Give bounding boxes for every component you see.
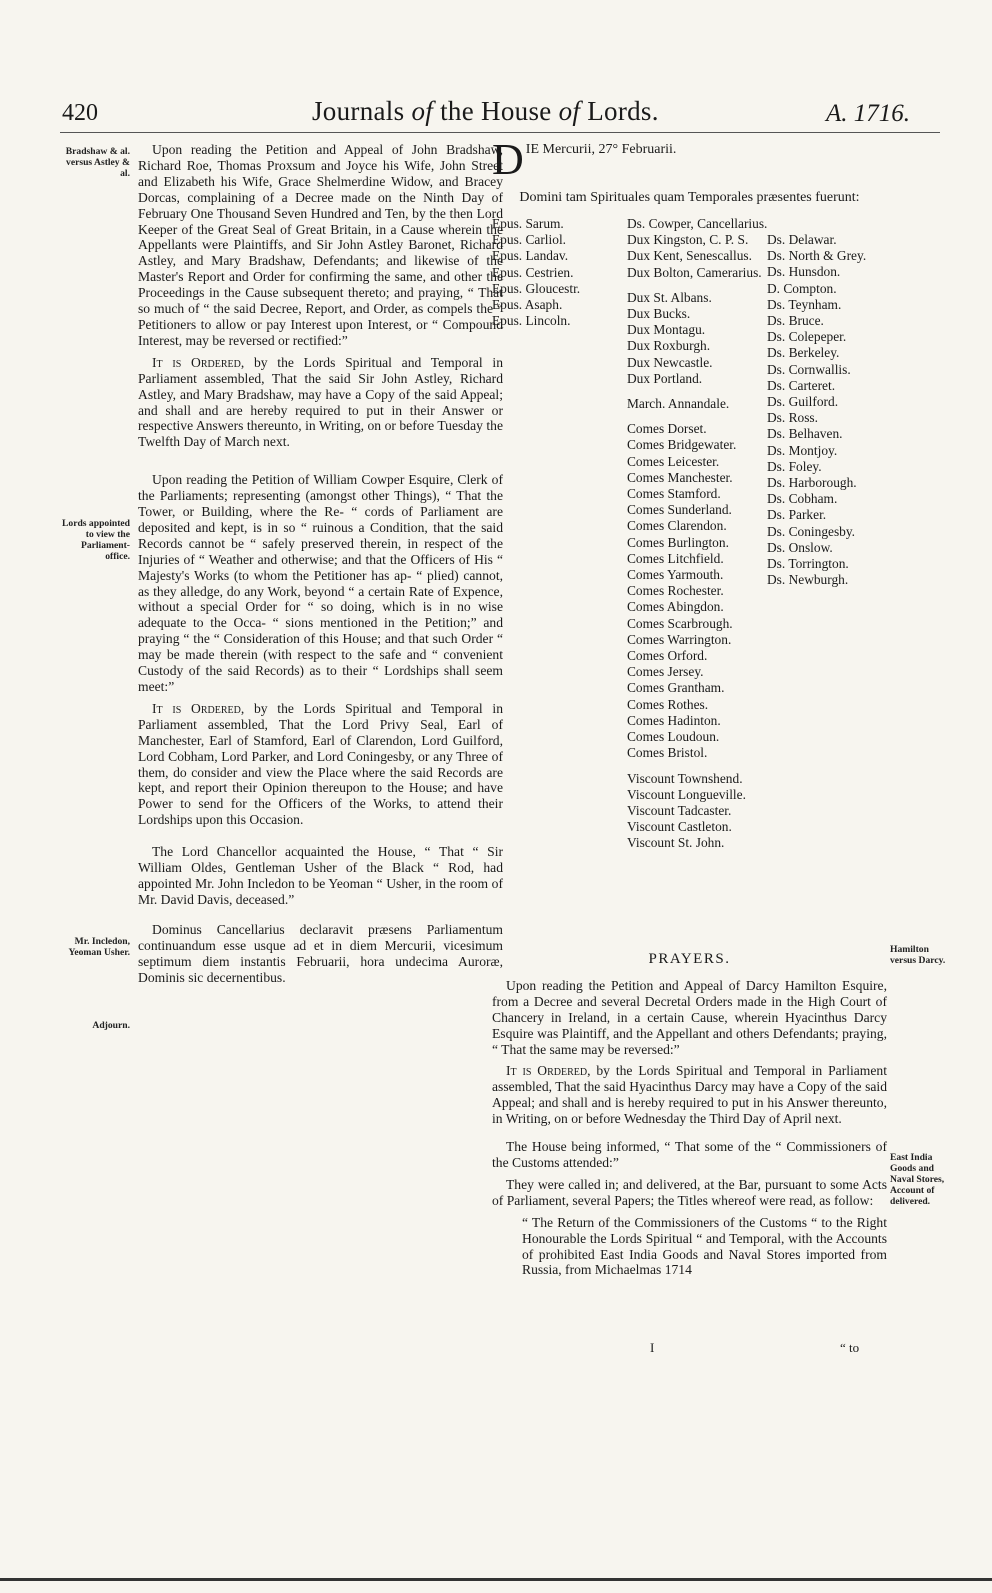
viscount-entry: Viscount Townshend. <box>627 770 743 786</box>
marquess-entry: March. Annandale. <box>627 396 730 412</box>
earl-entry: Comes Grantham. <box>627 680 725 696</box>
bishop-entry: Epus. Asaph. <box>492 297 563 313</box>
baron-entry: Ds. Torrington. <box>767 556 849 572</box>
title-part: of <box>558 96 581 126</box>
paragraph-yeoman-usher: The Lord Chancellor acquainted the House, “ That “ Sir William Oldes, Gentleman Usher of the Black “ Rod, had appointed Mr. John Incledon to be Yeoman “ Usher, in the room of Mr. David Davis, deceased.” <box>138 844 503 907</box>
duke-entry: Dux Newcastle. <box>627 354 713 370</box>
earl-entry: Comes Scarbrough. <box>627 615 733 631</box>
left-column <box>138 142 503 991</box>
header-rule <box>60 132 940 133</box>
baron-entry: Ds. Colepeper. <box>767 329 847 345</box>
earl-entry: Comes Loudoun. <box>627 729 720 745</box>
title-part: House <box>474 96 559 126</box>
right-column <box>492 135 887 1278</box>
title-part: the <box>440 96 474 126</box>
earl-entry: Comes Dorset. <box>627 421 707 437</box>
baron-entry: Ds. Parker. <box>767 507 827 523</box>
earl-entry: Comes Bridgewater. <box>627 437 737 453</box>
year-heading: A. 1716. <box>826 100 911 127</box>
viscount-entry: Viscount Castleton. <box>627 819 732 835</box>
bishop-entry: Epus. Gloucestr. <box>492 280 581 296</box>
baron-entry: Ds. Ross. <box>767 410 818 426</box>
paragraph-bradshaw-order <box>138 355 503 450</box>
baron-entry: Ds. Foley. <box>767 458 822 474</box>
officer-entry: Dux Bolton, Camerarius. <box>627 264 762 280</box>
duke-entry: Dux Portland. <box>627 370 703 386</box>
baron-entry: Ds. Belhaven. <box>767 426 843 442</box>
baron-entry: Ds. Guilford. <box>767 394 839 410</box>
viscount-entry: Viscount Longueville. <box>627 786 746 802</box>
page-bottom-edge <box>0 1578 992 1581</box>
ordered-label: It is Ordered, <box>506 1063 591 1079</box>
order-text: by the Lords Spiritual and Temporal in Parliament assembled, That the Lord Privy Seal, Earl of Manchester, Earl of Stamford, Earl of Clarendon, Lord Guilford, Lord Cobham, Lord Parker, and Lord Coningesby, or any Three of them, do consider and view the Place where the said Records are kept, and report their Opinion thereupon to the House; and have Power to send for the Officers of the Works, to attend their Lordships upon this Occasion. <box>138 700 504 828</box>
earl-entry: Comes Sunderland. <box>627 502 732 518</box>
margin-note-bradshaw: Bradshaw & al. versus Astley & al. <box>65 146 130 179</box>
margin-note-incledon: Mr. Incledon, Yeoman Usher. <box>68 936 130 958</box>
paragraph-adjournment: Dominus Cancellarius declaravit præsens Parliamentum continuandum esse usque ad et in diem Mercurii, vicesimum septimum diem instantis Februarii, hora undecima Auroræ, Dominis sic decernentibus. <box>138 921 503 985</box>
bishops-list <box>492 216 627 329</box>
officer-entry: Dux Kingston, C. P. S. <box>627 232 749 248</box>
paragraph-records-order <box>138 701 503 828</box>
earl-entry: Comes Abingdon. <box>627 599 724 615</box>
title-part: Lords. <box>580 96 659 126</box>
baron-entry: Ds. Harborough. <box>767 475 857 491</box>
earl-entry: Comes Orford. <box>627 648 708 664</box>
baron-entry: Ds. Hunsdon. <box>767 264 841 280</box>
running-title <box>312 96 659 127</box>
earl-entry: Comes Manchester. <box>627 469 733 485</box>
viscount-entry: Viscount Tadcaster. <box>627 802 732 818</box>
bishop-entry: Epus. Landav. <box>492 248 569 264</box>
duke-entry: Dux St. Albans. <box>627 289 712 305</box>
ordered-label: It is Ordered, <box>152 354 245 370</box>
sitting-date <box>492 135 887 184</box>
temporal-lords-list <box>627 216 767 852</box>
earl-entry: Comes Stamford. <box>627 486 721 502</box>
earl-entry: Comes Warrington. <box>627 631 732 647</box>
earl-entry: Comes Rothes. <box>627 696 709 712</box>
baron-entry: Ds. Carteret. <box>767 377 836 393</box>
order-text: by the Lords Spiritual and Temporal in Parliament assembled, That the said Sir John Astley, Richard Astley, and Mary Bradshaw, may have a Copy of the said Appeal; and shall and are hereby required to put in their Answer or respective Answers thereunto, in Writing, on or before Tuesday the Twelfth Day of March next. <box>138 354 504 450</box>
bishop-entry: Epus. Carliol. <box>492 232 567 248</box>
list-gap <box>627 281 767 290</box>
bishop-entry: Epus. Cestrien. <box>492 264 574 280</box>
baron-entry: Ds. Teynham. <box>767 296 842 312</box>
order-text: by the Lords Spiritual and Temporal in Parliament assembled, That the said Hyacinthus Darcy may have a Copy of the said Appeal; and shall and is hereby required to put in his Answer thereunto, in Writing, on or before Wednesday the Third Day of April next. <box>492 1063 887 1127</box>
earl-entry: Comes Clarendon. <box>627 518 727 534</box>
baron-entry: Ds. North & Grey. <box>767 248 867 264</box>
page-number: 420 <box>62 100 98 126</box>
paragraph-papers-delivered: They were called in; and delivered, at the Bar, pursuant to some Acts of Parliament, several Papers; the Titles whereof were read, as follow: <box>492 1176 887 1208</box>
duke-entry: Dux Montagu. <box>627 322 706 338</box>
officer-entry: Ds. Cowper, Cancellarius. <box>627 216 768 231</box>
attendance-heading: Domini tam Spirituales quam Temporales præsentes fuerunt: <box>519 190 860 205</box>
earl-entry: Comes Jersey. <box>627 664 704 680</box>
title-part: Journals <box>312 96 405 126</box>
officer-entry: Dux Kent, Senescallus. <box>627 248 752 264</box>
earl-entry: Comes Burlington. <box>627 534 729 550</box>
margin-note-adjourn: Adjourn. <box>92 1020 130 1031</box>
baron-entry: D. Compton. <box>767 280 837 296</box>
duke-entry: Dux Bucks. <box>627 306 691 322</box>
drop-cap: D <box>492 135 524 184</box>
signature-mark: I <box>650 1340 655 1355</box>
margin-note-lords-appointed: Lords appointed to view the Parliament-office. <box>62 518 130 562</box>
list-gap <box>627 762 767 771</box>
paragraph-cowper-petition: Upon reading the Petition of William Cowper Esquire, Clerk of the Parliaments; representing (amongst other Things), “ That the Tower, or Building, where the Re- “ cords of Parliament are deposited and kept, is in so “ ruinous a Condition, that the said Records cannot be “ safely preserved therein, in respect of the Injuries of “ Weather and otherwise; and that the Officers of His “ Majesty's Works (to whom the Petitioner has ap- “ plied) cannot, as they alledge, do any Work, beyond “ a certain Rate of Expence, without a special Order for “ so doing, which is in no wise adequate to the Occa- “ sions mentioned in the Petition;” and praying “ the “ Consideration of this House; and that such Order “ may be made therein (with respect to the safe and “ convenient Custody of the said Records) as to their “ Lordships shall seem meet:” <box>138 472 503 694</box>
baron-entry: Ds. Delawar. <box>767 232 837 247</box>
list-gap <box>627 412 767 421</box>
earl-entry: Comes Yarmouth. <box>627 567 724 583</box>
baron-entry: Ds. Onslow. <box>767 539 833 555</box>
date-text: IE Mercurii, 27° Februarii. <box>525 142 677 157</box>
baron-entry: Ds. Cornwallis. <box>767 361 851 377</box>
title-part: of <box>404 96 441 126</box>
quoted-return-title: “ The Return of the Commissioners of the Customs “ to the Right Honourable the Lords Spiritual “ and Temporal, with the Accounts of prohibited East India Goods and Naval Stores imported from Russia, from Michaelmas 1714 <box>522 1214 887 1278</box>
earl-entry: Comes Litchfield. <box>627 550 724 566</box>
paragraph-hamilton-petition: Upon reading the Petition and Appeal of Darcy Hamilton Esquire, from a Decree and several Decretal Orders made in the High Court of Chancery in Ireland, in a certain Cause, wherein Hyacinthus Darcy Esquire was Plaintiff, and the Appellant and others Defendants; praying, “ That the same may be reversed:” <box>492 977 887 1057</box>
earl-entry: Comes Rochester. <box>627 583 724 599</box>
list-gap <box>627 387 767 396</box>
barons-list <box>767 232 892 588</box>
earl-entry: Comes Leicester. <box>627 453 720 469</box>
earl-entry: Comes Bristol. <box>627 745 708 761</box>
earl-entry: Comes Hadinton. <box>627 712 721 728</box>
baron-entry: Ds. Bruce. <box>767 313 824 329</box>
margin-note-east-india: East India Goods and Naval Stores, Account of delivered. <box>890 1152 945 1207</box>
attendance-roll <box>492 216 887 946</box>
prayers-heading: PRAYERS. <box>648 951 731 967</box>
paragraph-hamilton-order <box>492 1063 887 1127</box>
bishop-entry: Epus. Lincoln. <box>492 313 571 329</box>
baron-entry: Ds. Montjoy. <box>767 442 838 458</box>
baron-entry: Ds. Newburgh. <box>767 572 849 588</box>
bishop-entry: Epus. Sarum. <box>492 216 564 231</box>
baron-entry: Ds. Cobham. <box>767 491 838 507</box>
viscount-entry: Viscount St. John. <box>627 835 725 851</box>
baron-entry: Ds. Berkeley. <box>767 345 840 361</box>
margin-note-hamilton: Hamilton versus Darcy. <box>890 944 946 966</box>
paragraph-bradshaw-petition: Upon reading the Petition and Appeal of John Bradshaw, Richard Roe, Thomas Proxsum and Joyce his Wife, John Street and Elizabeth his Wife, Grace Shelmerdine Widow, and Bracey Dorcas, complaining of a Decree made on the Ninth Day of February One Thousand Seven Hundred and Ten, by the then Lord Keeper of the Great Seal of Great Britain, in a Cause wherein the Appellants were Plaintiffs, and Sir John Astley Baronet, Richard Astley, and Mary Bradshaw, Defendants; and likewise of the Master's Report and Order for confirming the same, and other the Proceedings in the Cause subsequent thereto; and praying, “ That so much of “ the said Decree, Report, and Order, as compels the “ Petitioners to allow or pay Interest upon Interest, or “ Compound Interest, may be reversed or rectified:” <box>138 142 503 348</box>
ordered-label: It is Ordered, <box>152 700 245 716</box>
catchword: “ to <box>840 1340 860 1355</box>
duke-entry: Dux Roxburgh. <box>627 338 711 354</box>
paragraph-commissioners: The House being informed, “ That some of the “ Commissioners of the Customs attended:” <box>492 1139 887 1170</box>
baron-entry: Ds. Coningesby. <box>767 523 856 539</box>
